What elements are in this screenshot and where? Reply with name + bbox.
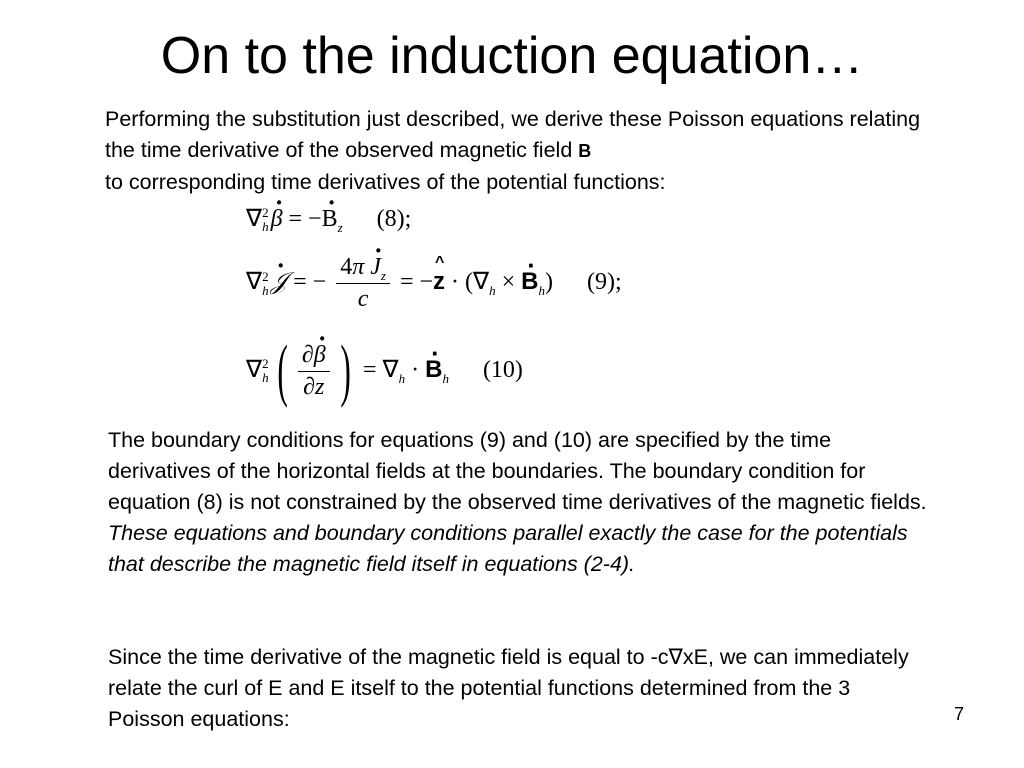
equation-10: [246, 332, 523, 409]
eq8-rhs: = −· $B_z$: [289, 206, 343, 232]
eq10-fraction: $\frac{\partial\cdot \beta}{\partial z}$: [298, 342, 330, 401]
right-paren: ): [340, 332, 351, 409]
eq10-lhs: ∇ 2 h: [246, 356, 269, 385]
boundary-conditions-paragraph: [108, 425, 928, 580]
eq8-number: (8);: [376, 206, 412, 232]
slide-title: On to the induction equation…: [160, 27, 864, 85]
intro-bold-symbol: B: [578, 141, 592, 161]
paragraph2-text: Since the time derivative of the magnetic field is equal to -c∇xE, we can immediately relate the curl of E and E itself to the potential functions determined from the 3 Poisson equations:: [108, 645, 909, 731]
curl-paragraph: [108, 642, 928, 735]
eq9-lhs: ∇ 2 h · 𝒥: [246, 269, 287, 295]
paragraph1-normal: The boundary conditions for equations (9) and (10) are specified by the time derivatives of the horizontal fields at the boundaries. The boundary condition for equation (8) is not constrained by the observed time derivatives of the magnetic fields.: [108, 428, 927, 514]
paragraph1-italic: These equations and boundary conditions parallel exactly the case for the potentials that describe the magnetic field itself in equations (2-4).: [108, 521, 908, 576]
equation-8: [246, 204, 411, 234]
eq9-number: (9);: [586, 269, 622, 296]
left-paren: (: [276, 332, 288, 409]
page-number: 7: [953, 704, 964, 724]
eq9-rhs: = −^ $z \cdot (\nabla_h$ × · $B_h$): [400, 269, 553, 295]
eq9-fraction: $\frac{4\pi \cdot J_z}{c}$: [336, 254, 390, 313]
eq10-rhs: = $\nabla_h$ · · $B_h$: [363, 357, 449, 383]
equation-9: ∇ 2 h · 𝒥 = − $\frac{4\pi \cdot J_z}{c}$ = −^ $z \cdot (\nabla_h$ × · $B_h$) (9);: [246, 254, 622, 313]
intro-paragraph: [105, 104, 925, 198]
intro-text-before: Performing the substitution just described, we derive these Poisson equations relating the time derivative of the observed magnetic field: [105, 107, 921, 162]
eq8-lhs: ∇ 2 h · β: [246, 206, 283, 232]
intro-text-after: to corresponding time derivatives of the potential functions:: [105, 170, 666, 194]
eq10-number: (10): [482, 356, 523, 383]
